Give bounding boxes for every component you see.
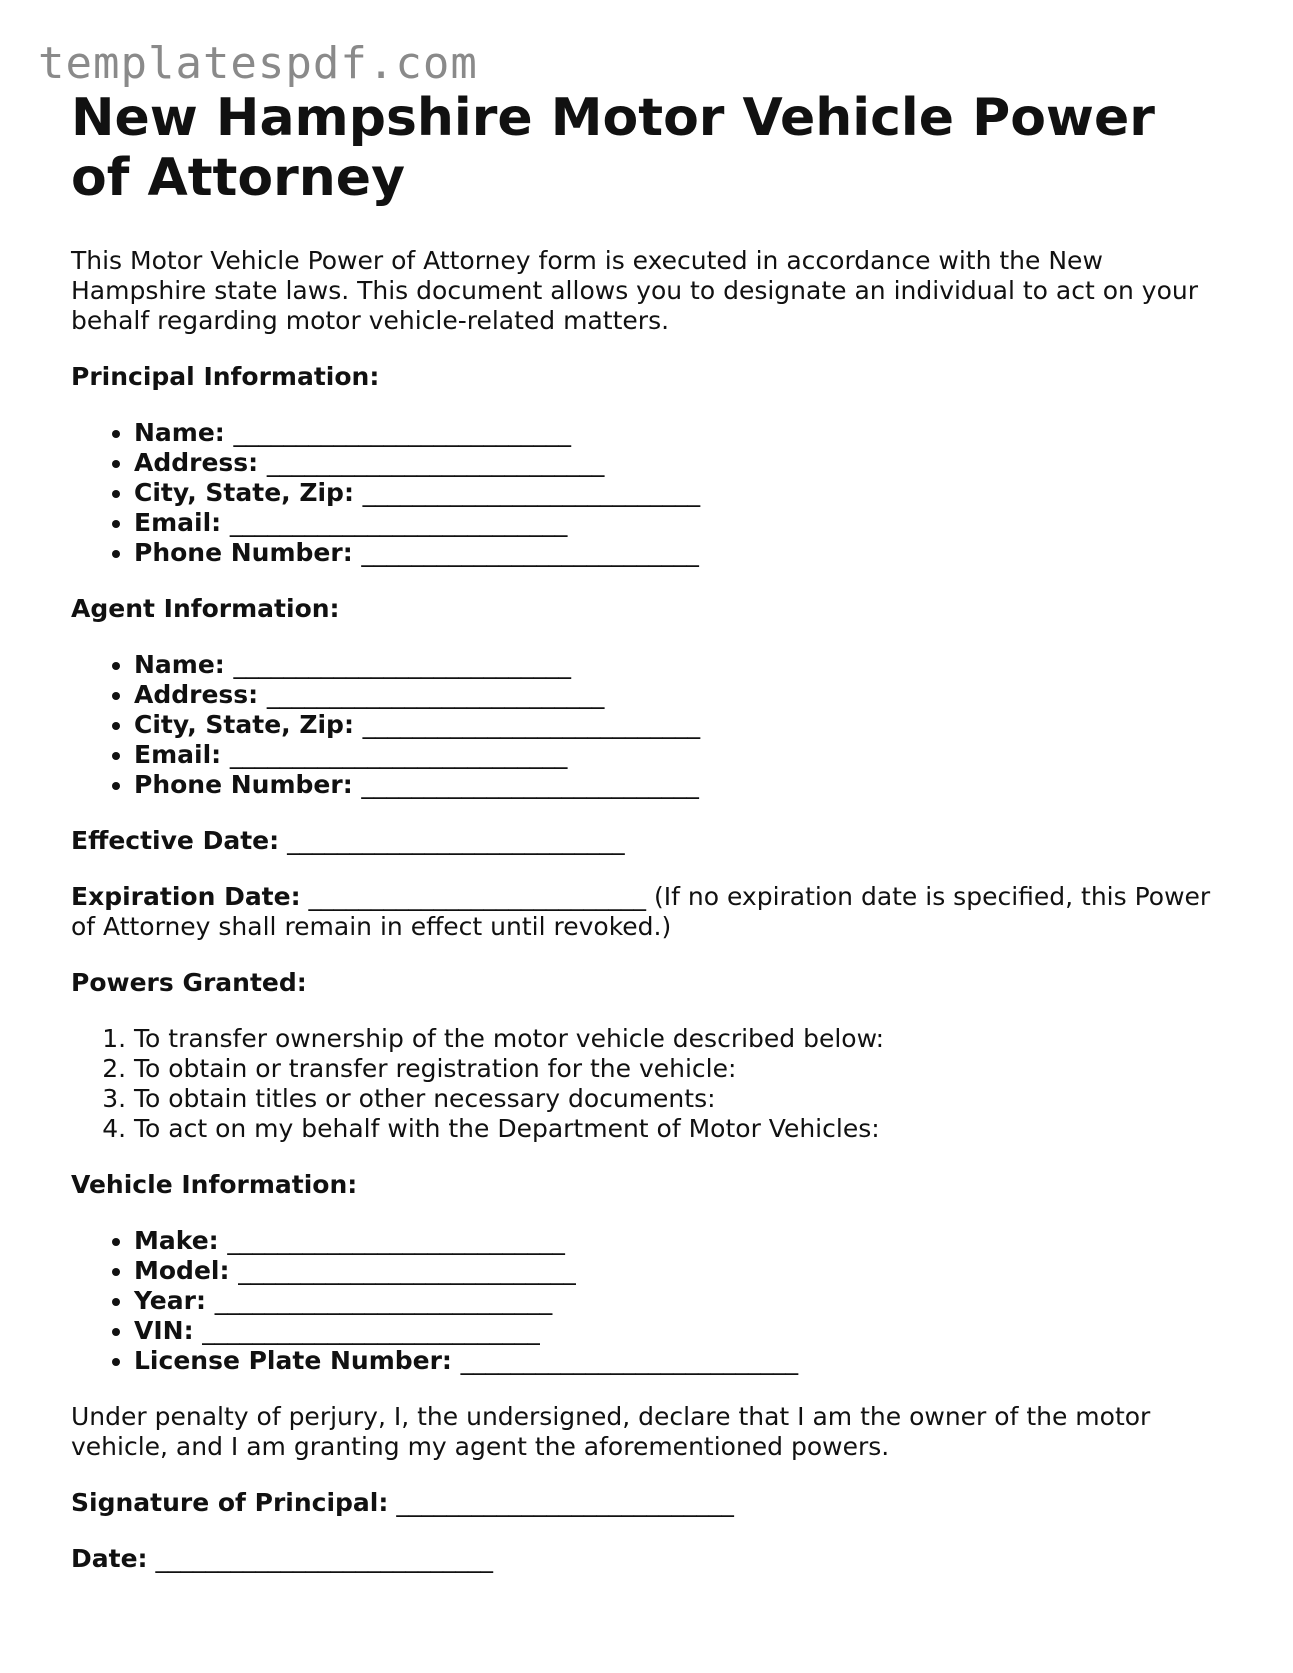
- blank-line[interactable]: ___________________________: [308, 882, 647, 911]
- agent-fields: [71, 650, 1231, 800]
- agent-address-field[interactable]: • Address: ___________________________: [134, 680, 1231, 710]
- power-item: 4. To act on my behalf with the Department of Motor Vehicles:: [134, 1114, 1231, 1144]
- blank-line[interactable]: ___________________________: [362, 710, 701, 739]
- blank-line[interactable]: ___________________________: [229, 740, 568, 769]
- blank-line[interactable]: ___________________________: [233, 650, 572, 679]
- principal-fields: [71, 418, 1231, 568]
- vehicle-model-field[interactable]: • Model: ___________________________: [134, 1256, 1231, 1286]
- blank-line[interactable]: ___________________________: [266, 680, 605, 709]
- vehicle-year-field[interactable]: • Year: ___________________________: [134, 1286, 1231, 1316]
- blank-line[interactable]: ___________________________: [155, 1544, 493, 1573]
- blank-line[interactable]: ___________________________: [229, 508, 568, 537]
- blank-line[interactable]: ___________________________: [202, 1316, 540, 1345]
- effective-date-field[interactable]: Effective Date: ___________________________: [71, 826, 625, 855]
- blank-line[interactable]: ___________________________: [287, 826, 625, 855]
- power-item: 2. To obtain or transfer registration for the vehicle:: [134, 1054, 1231, 1084]
- blank-line[interactable]: ___________________________: [361, 538, 699, 567]
- agent-city-state-zip-field[interactable]: • City, State, Zip: ___________________________: [134, 710, 1231, 740]
- power-item: 1. To transfer ownership of the motor vehicle described below:: [134, 1024, 1231, 1054]
- declaration-paragraph: Under penalty of perjury, I, the undersigned, declare that I am the owner of the motor vehicle, and I am granting my agent the aforementioned powers.: [71, 1402, 1151, 1461]
- expiration-date-field[interactable]: Expiration Date: ___________________________ (If no expiration date is specified, this Power of Attorney shall remain in effect until revoked.): [71, 882, 1211, 941]
- blank-line[interactable]: ___________________________: [238, 1256, 576, 1285]
- blank-line[interactable]: ___________________________: [266, 448, 605, 477]
- blank-line[interactable]: ___________________________: [460, 1346, 799, 1375]
- agent-email-field[interactable]: • Email: ___________________________: [134, 740, 1231, 770]
- principal-name-field[interactable]: • Name: ___________________________: [134, 418, 1231, 448]
- expiration-note: (If no expiration date is specified, this Power of Attorney shall remain in effect until revoked.): [71, 882, 1211, 941]
- powers-heading: Powers Granted:: [71, 968, 307, 997]
- principal-city-state-zip-field[interactable]: • City, State, Zip: ___________________________: [134, 478, 1231, 508]
- watermark: templatespdf.com: [38, 38, 478, 89]
- signature-field[interactable]: Signature of Principal: ___________________________: [71, 1488, 734, 1517]
- agent-name-field[interactable]: • Name: ___________________________: [134, 650, 1231, 680]
- principal-phone-field[interactable]: • Phone Number: ___________________________: [134, 538, 1231, 568]
- blank-line[interactable]: ___________________________: [233, 418, 572, 447]
- vehicle-plate-field[interactable]: • License Plate Number: ___________________________: [134, 1346, 1231, 1376]
- vehicle-make-field[interactable]: • Make: ___________________________: [134, 1226, 1231, 1256]
- principal-email-field[interactable]: • Email: ___________________________: [134, 508, 1231, 538]
- vehicle-vin-field[interactable]: • VIN: ___________________________: [134, 1316, 1231, 1346]
- blank-line[interactable]: ___________________________: [396, 1488, 734, 1517]
- powers-list: [71, 1024, 1231, 1144]
- intro-paragraph: This Motor Vehicle Power of Attorney form is executed in accordance with the New Hampshire state laws. This document allows you to designate an individual to act on your behalf regarding motor vehicle-related matters.: [71, 246, 1199, 335]
- principal-heading: Principal Information:: [71, 362, 380, 391]
- date-field[interactable]: Date: ___________________________: [71, 1544, 493, 1573]
- blank-line[interactable]: ___________________________: [361, 770, 699, 799]
- vehicle-heading: Vehicle Information:: [71, 1170, 358, 1199]
- agent-phone-field[interactable]: • Phone Number: ___________________________: [134, 770, 1231, 800]
- document-body: [71, 88, 1231, 1574]
- agent-heading: Agent Information:: [71, 594, 340, 623]
- power-item: 3. To obtain titles or other necessary documents:: [134, 1084, 1231, 1114]
- blank-line[interactable]: ___________________________: [214, 1286, 553, 1315]
- blank-line[interactable]: ___________________________: [227, 1226, 565, 1255]
- principal-address-field[interactable]: • Address: ___________________________: [134, 448, 1231, 478]
- document-title: New Hampshire Motor Vehicle Power of Attorney: [71, 88, 1155, 208]
- vehicle-fields: [71, 1226, 1231, 1376]
- blank-line[interactable]: ___________________________: [362, 478, 701, 507]
